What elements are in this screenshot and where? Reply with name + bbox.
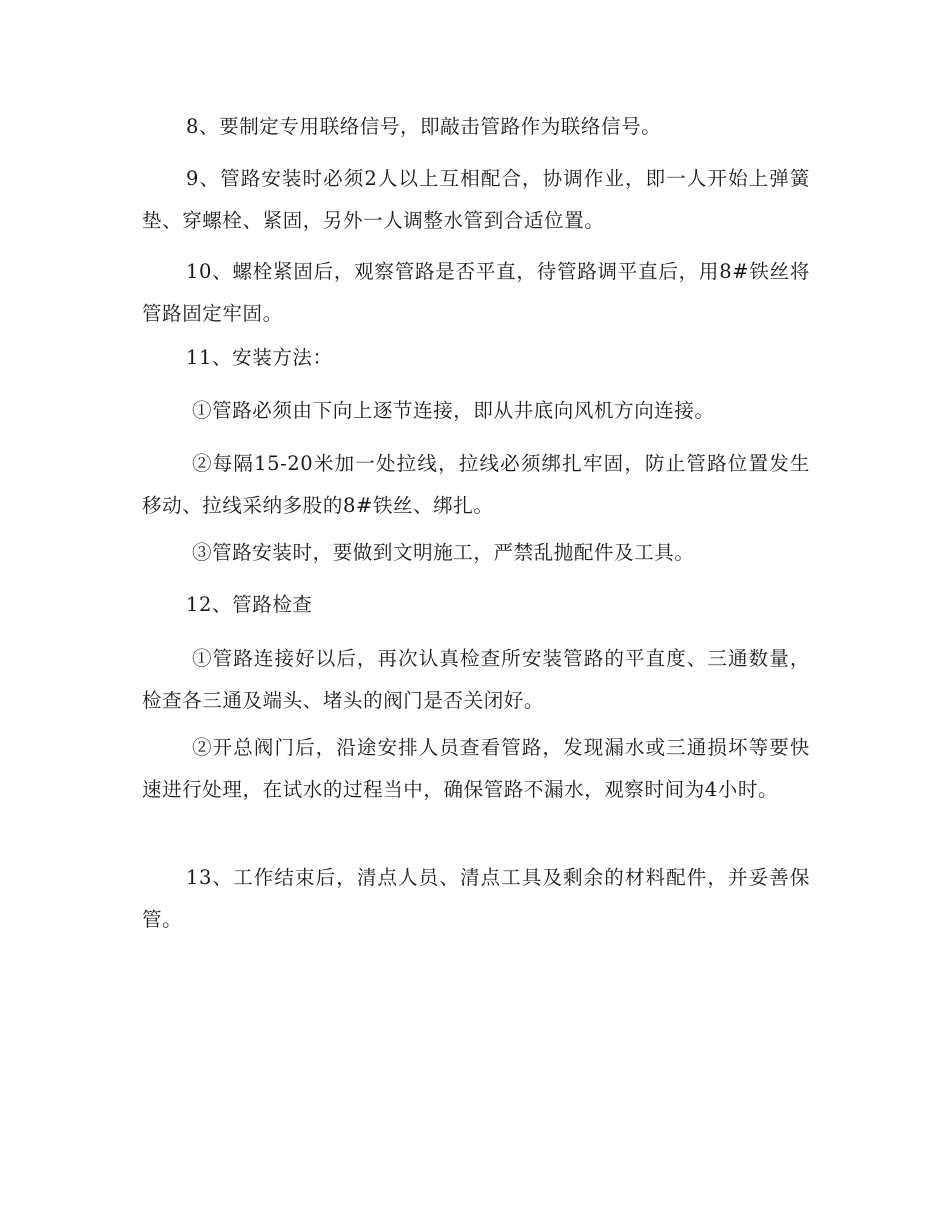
paragraph-item-12-heading: 12、管路检查 — [186, 593, 313, 616]
paragraph-item-11-sub-2: ②每隔15-20米加一处拉线，拉线必须绑扎牢固，防止管路位置发生移动、拉线采纳多股的8#铁丝、绑扎。 — [142, 452, 810, 517]
paragraph-item-11-heading: 11、安装方法： — [186, 346, 333, 369]
paragraph-item-9: 9、管路安装时必须2人以上互相配合，协调作业，即一人开始上弹簧垫、穿螺栓、紧固，另外一人调整水管到合适位置。 — [142, 167, 810, 232]
paragraph-item-8: 8、要制定专用联络信号，即敲击管路作为联络信号。 — [186, 115, 662, 138]
paragraph-item-13: 13、工作结束后，清点人员、清点工具及剩余的材料配件，并妥善保管。 — [142, 866, 810, 931]
paragraph-item-12-sub-2: ②开总阀门后，沿途安排人员查看管路，发现漏水或三通损坏等要快速进行处理，在试水的过程当中，确保管路不漏水，观察时间为4小时。 — [142, 736, 810, 801]
paragraph-item-12-sub-1: ①管路连接好以后，再次认真检查所安装管路的平直度、三通数量，检查各三通及端头、堵头的阀门是否关闭好。 — [142, 647, 810, 712]
paragraph-item-11-sub-1: ①管路必须由下向上逐节连接，即从井底向风机方向连接。 — [192, 399, 715, 422]
paragraph-item-11-sub-3: ③管路安装时，要做到文明施工，严禁乱抛配件及工具。 — [192, 541, 695, 564]
paragraph-item-10: 10、螺栓紧固后，观察管路是否平直，待管路调平直后，用8#铁丝将管路固定牢固。 — [142, 260, 810, 325]
